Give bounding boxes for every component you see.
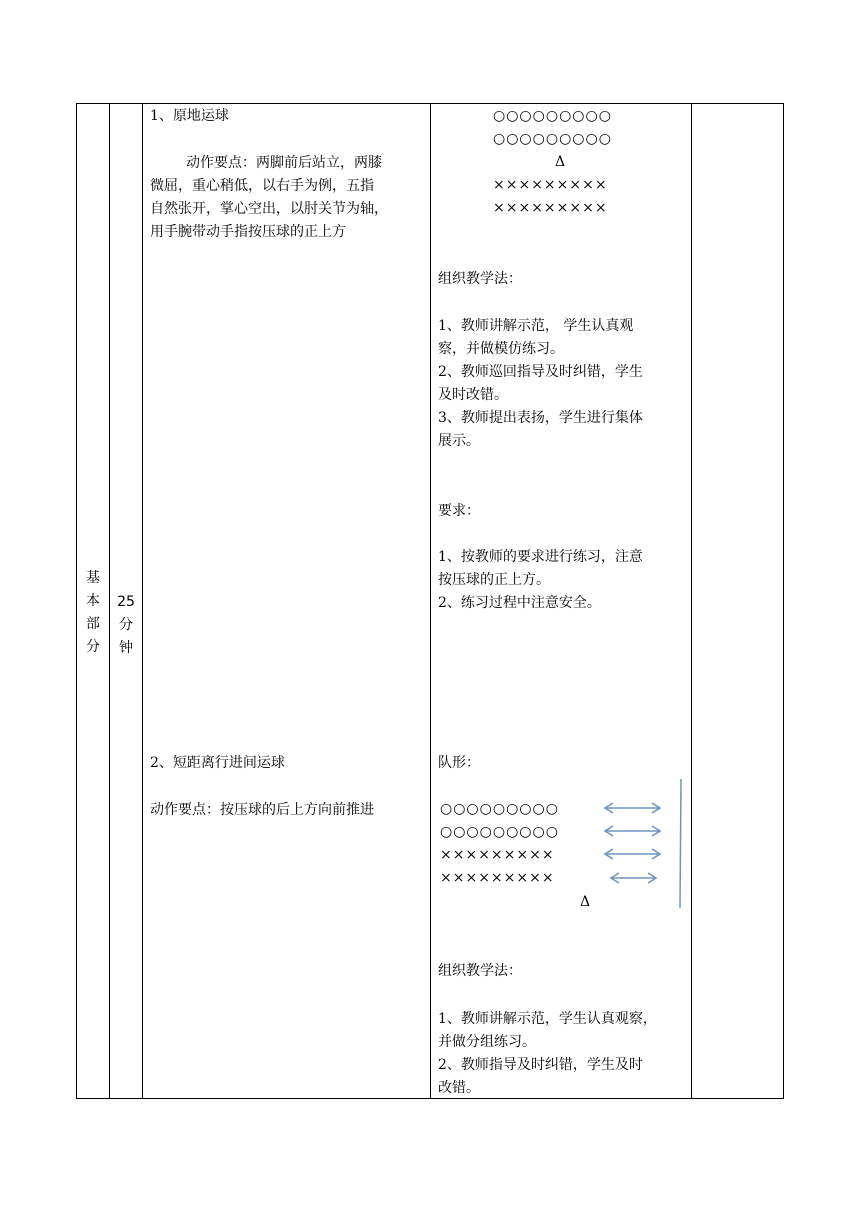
duration-char: 钟 [119, 640, 133, 656]
formation2-row: ○○○○○○○○○ [440, 824, 559, 840]
item1-points-line: 动作要点：两脚前后站立，两膝 [186, 155, 382, 171]
section-char: 本 [86, 593, 100, 609]
item1-points-line: 微屈，重心稍低，以右手为例，五指 [150, 178, 374, 194]
org1-line: 2、教师巡回指导及时纠错，学生 [438, 364, 643, 380]
double-arrow-icon [605, 803, 660, 813]
formation2-heading: 队形： [438, 755, 480, 771]
end-line [680, 779, 681, 908]
req1-line: 2、练习过程中注意安全。 [438, 595, 601, 611]
double-arrow-icon [605, 826, 660, 836]
org1-heading: 组织教学法： [438, 271, 522, 287]
org2-line: 1、教师讲解示范，学生认真观察， [438, 1011, 657, 1027]
item1-points-line: 用手腕带动手指按压球的正上方 [150, 224, 346, 240]
section-char: 部 [86, 616, 100, 632]
formation1-row: ××××××××× [493, 177, 608, 193]
section-label [77, 567, 109, 659]
item1-title: 1、原地运球 [150, 108, 229, 124]
org2-line: 改错。 [438, 1080, 480, 1096]
section-char: 分 [86, 639, 100, 655]
formation1-row: ○○○○○○○○○ [493, 108, 612, 124]
org1-line: 1、教师讲解示范， 学生认真观 [438, 318, 634, 334]
org1-line: 及时改错。 [438, 387, 508, 403]
double-arrow-icon [605, 849, 660, 859]
col-border-3 [142, 103, 143, 1099]
org2-heading: 组织教学法： [438, 963, 522, 979]
org1-line: 3、教师提出表扬，学生进行集体 [438, 410, 643, 426]
org2-line: 并做分组练习。 [438, 1034, 536, 1050]
formation2-teacher: Δ [580, 894, 591, 910]
org2-line: 2、教师指导及时纠错，学生及时 [438, 1057, 643, 1073]
col-border-5 [691, 103, 692, 1099]
col-border-6 [783, 103, 784, 1099]
formation1-row: ××××××××× [493, 200, 608, 216]
formation2-row: ××××××××× [440, 870, 555, 886]
duration-char: 分 [119, 617, 133, 633]
req1-line: 1、按教师的要求进行练习，注意 [438, 549, 643, 565]
section-char: 基 [86, 570, 100, 586]
org1-line: 察，并做模仿练习。 [438, 341, 564, 357]
item1-points-line: 自然张开，掌心空出，以肘关节为轴， [150, 201, 388, 217]
item2-title: 2、短距离行进间运球 [150, 755, 285, 771]
item2-points: 动作要点：按压球的后上方向前推进 [150, 802, 374, 818]
double-arrow-icon [611, 873, 656, 883]
formation2-row: ××××××××× [440, 847, 555, 863]
req1-heading: 要求： [438, 503, 480, 519]
col-border-4 [430, 103, 431, 1099]
formation1-teacher: Δ [555, 154, 566, 170]
duration-number: 25 [117, 594, 135, 610]
duration-label [110, 591, 142, 660]
org1-line: 展示。 [438, 433, 480, 449]
formation1-row: ○○○○○○○○○ [493, 131, 612, 147]
formation2-row: ○○○○○○○○○ [440, 801, 559, 817]
req1-line: 按压球的正上方。 [438, 572, 550, 588]
